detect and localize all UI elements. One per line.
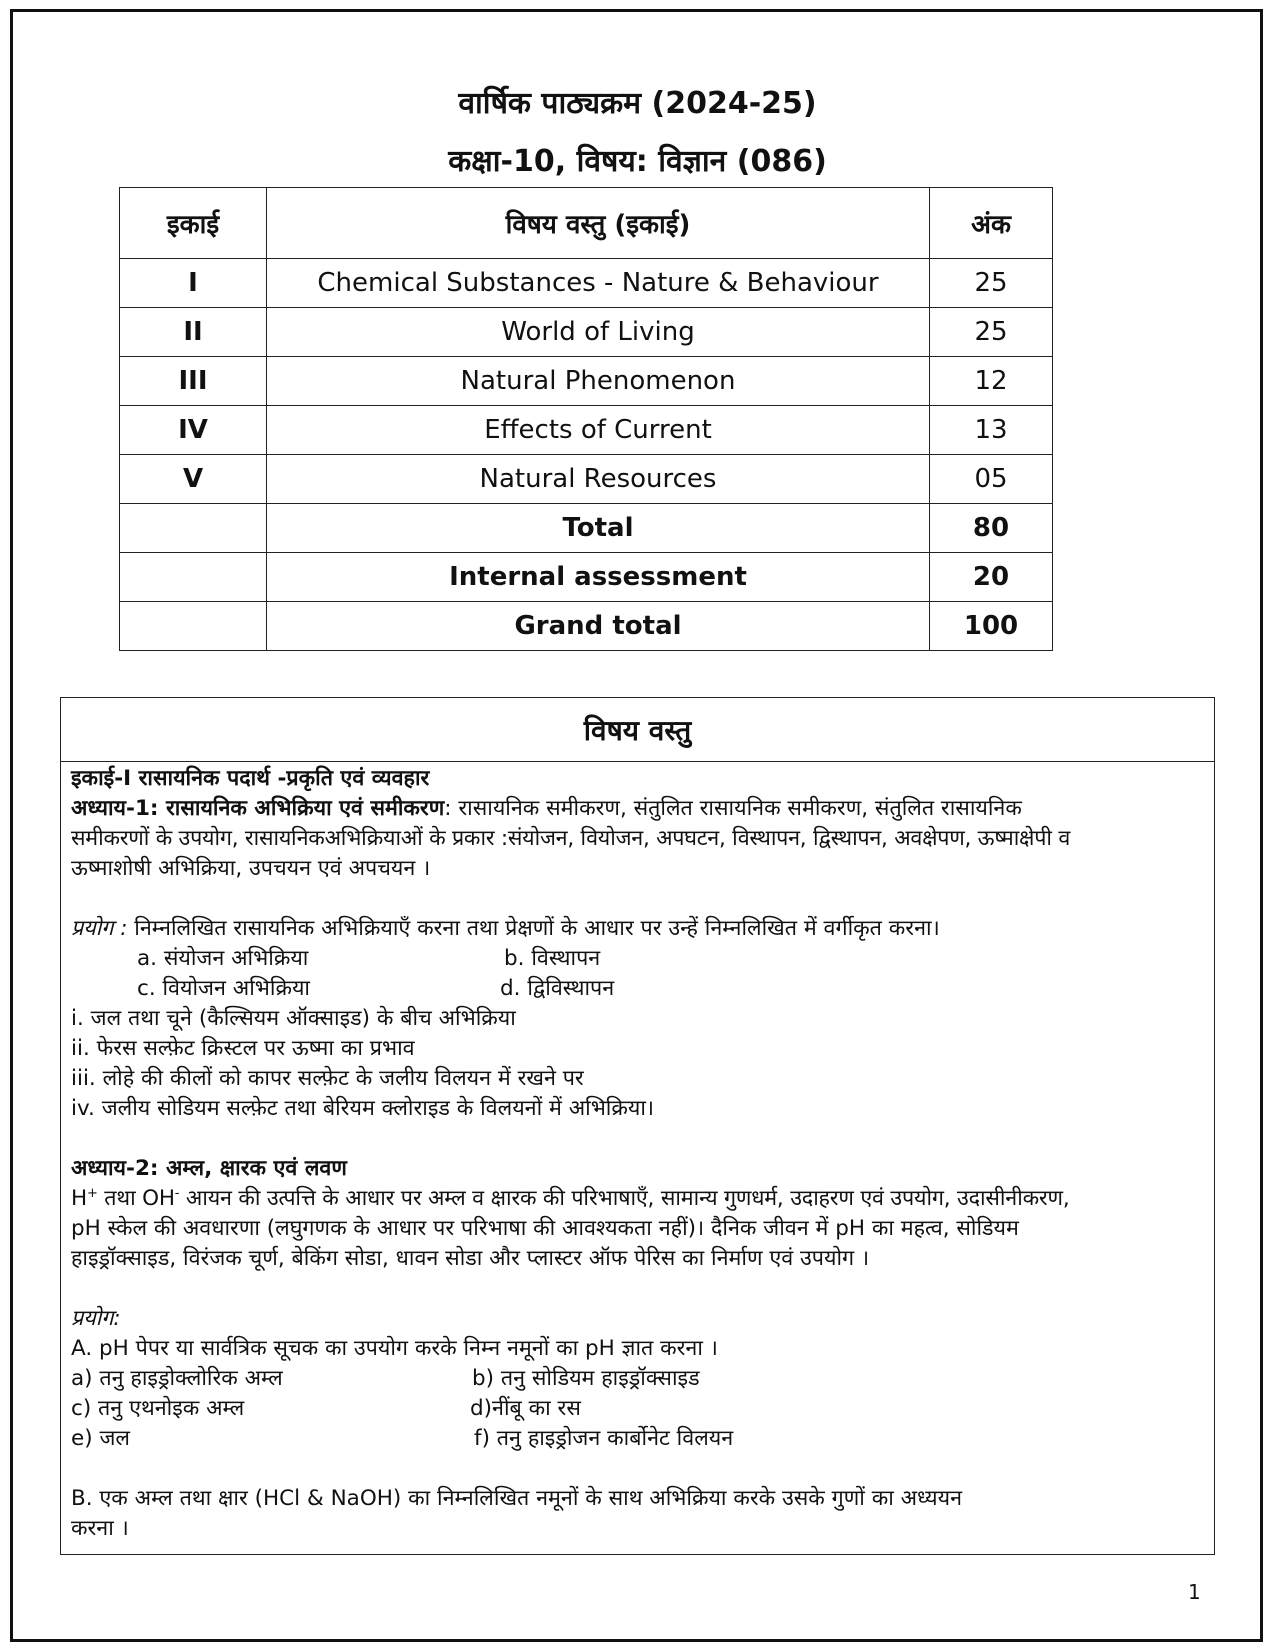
hydrogen-ion: H — [71, 1186, 87, 1211]
chapter-1-line-2: समीकरणों के उपयोग, रासायनिकअभिक्रियाओं के प्रकार :संयोजन, वियोजन, अपघटन, विस्थापन, द्विस्थापन, अवक्षेपण, ऊष्माक्षेपी व — [71, 826, 1071, 851]
minus-sign: - — [174, 1185, 180, 1201]
chapter-1-text: : रासायनिक समीकरण, संतुलित रासायनिक समीकरण, संतुलित रासायनिक — [444, 796, 1022, 821]
column-header-unit: इकाई — [120, 188, 267, 259]
chapter-2-line-1 — [71, 1184, 1204, 1214]
sample-a: a) तनु हाइड्रोक्लोरिक अम्ल — [71, 1366, 283, 1391]
option-c: c. वियोजन अभिक्रिया — [137, 976, 310, 1001]
table-row — [120, 259, 1053, 308]
chapter-1-line-1 — [71, 794, 1204, 824]
empty-cell — [120, 553, 267, 602]
unit-content: Chemical Substances - Nature & Behaviour — [267, 259, 930, 308]
table-row — [120, 406, 1053, 455]
sample-f: f) तनु हाइड्रोजन कार्बोनेट विलयन — [474, 1426, 734, 1451]
option-d: d. द्विविस्थापन — [500, 976, 615, 1001]
grand-total-row — [120, 602, 1053, 651]
internal-assessment-label: Internal assessment — [267, 553, 930, 602]
unit-content: Natural Phenomenon — [267, 357, 930, 406]
grand-total-label: Grand total — [267, 602, 930, 651]
experiment-2-row-ef — [71, 1424, 1204, 1454]
spacer — [71, 1124, 1204, 1154]
column-header-marks: अंक — [930, 188, 1053, 259]
empty-cell — [120, 504, 267, 553]
page-title: वार्षिक पाठ्यक्रम (2024-25) — [458, 86, 817, 121]
table-row — [120, 357, 1053, 406]
experiment-1-item-ii: ii. फेरस सल्फ़ेट क्रिस्टल पर ऊष्मा का प्रभाव — [71, 1036, 415, 1061]
sample-e: e) जल — [71, 1426, 130, 1451]
experiment-1-item-iv: iv. जलीय सोडियम सल्फ़ेट तथा बेरियम क्लोराइड के विलयनों में अभिक्रिया। — [71, 1096, 655, 1121]
page-number: 1 — [1188, 1580, 1201, 1604]
chapter-2-title: अध्याय-2: अम्ल, क्षारक एवं लवण — [71, 1156, 347, 1181]
grand-total-marks: 100 — [930, 602, 1053, 651]
table-row — [120, 455, 1053, 504]
unit-marks: 05 — [930, 455, 1053, 504]
unit-marks: 13 — [930, 406, 1053, 455]
total-row — [120, 504, 1053, 553]
table-row — [120, 308, 1053, 357]
hydroxide-text: तथा OH — [97, 1186, 175, 1211]
chapter-2-text: आयन की उत्पत्ति के आधार पर अम्ल व क्षारक की परिभाषाएँ, सामान्य गुणधर्म, उदाहरण एवं उपयोग, उदासीनीकरण, — [179, 1186, 1070, 1211]
experiment-1-intro — [71, 914, 1204, 944]
spacer — [71, 1454, 1204, 1484]
experiment-2-row-cd — [71, 1394, 1204, 1424]
content-heading: विषय वस्तु — [61, 698, 1214, 762]
sample-c: c) तनु एथनोइक अम्ल — [71, 1396, 245, 1421]
option-a: a. संयोजन अभिक्रिया — [137, 946, 309, 971]
unit-number: III — [120, 357, 267, 406]
chapter-1-line-3: ऊष्माशोषी अभिक्रिया, उपचयन एवं अपचयन । — [71, 856, 431, 881]
content-body — [61, 762, 1214, 1544]
experiment-1-item-iii: iii. लोहे की कीलों को कापर सल्फ़ेट के जलीय विलयन में रखने पर — [71, 1066, 584, 1091]
experiment-label: प्रयोग : — [71, 916, 128, 941]
unit-content: Effects of Current — [267, 406, 930, 455]
experiment-1-text: निम्नलिखित रासायनिक अभिक्रियाएँ करना तथा प्रेक्षणों के आधार पर उन्हें निम्नलिखित में वर्गीकृत करना। — [127, 916, 940, 941]
chapter-2-line-3: हाइड्रॉक्साइड, विरंजक चूर्ण, बेकिंग सोडा, धावन सोडा और प्लास्टर ऑफ पेरिस का निर्माण एवं उपयोग । — [71, 1246, 870, 1271]
unit-content: Natural Resources — [267, 455, 930, 504]
option-b: b. विस्थापन — [504, 946, 601, 971]
sample-d: d)नींबू का रस — [470, 1396, 581, 1421]
syllabus-content-box — [60, 697, 1215, 1555]
column-header-content: विषय वस्तु (इकाई) — [267, 188, 930, 259]
experiment-2-B-line-1: B. एक अम्ल तथा क्षार (HCl & NaOH) का निम्नलिखित नमूनों के साथ अभिक्रिया करके उसके गुणों का अध्ययन — [71, 1486, 962, 1511]
page-subtitle: कक्षा-10, विषय: विज्ञान (086) — [448, 144, 827, 179]
unit-number: I — [120, 259, 267, 308]
chapter-2-line-2: pH स्केल की अवधारणा (लघुगणक के आधार पर परिभाषा की आवश्यकता नहीं)। दैनिक जीवन में pH का महत्व, सोडियम — [71, 1216, 1019, 1241]
experiment-2-B-line-2: करना । — [71, 1516, 129, 1541]
marks-table — [119, 187, 1053, 651]
experiment-2-label: प्रयोग: — [71, 1306, 121, 1331]
plus-sign: + — [86, 1185, 98, 1201]
experiment-2-row-ab — [71, 1364, 1204, 1394]
experiment-1-options-ab — [71, 944, 1204, 974]
unit-marks: 12 — [930, 357, 1053, 406]
empty-cell — [120, 602, 267, 651]
sample-b: b) तनु सोडियम हाइड्रॉक्साइड — [472, 1366, 700, 1391]
experiment-1-item-i: i. जल तथा चूने (कैल्सियम ऑक्साइड) के बीच अभिक्रिया — [71, 1006, 516, 1031]
internal-assessment-marks: 20 — [930, 553, 1053, 602]
unit-1-title: इकाई-I रासायनिक पदार्थ -प्रकृति एवं व्यवहार — [71, 766, 430, 791]
unit-marks: 25 — [930, 259, 1053, 308]
unit-content: World of Living — [267, 308, 930, 357]
unit-marks: 25 — [930, 308, 1053, 357]
unit-number: IV — [120, 406, 267, 455]
chapter-1-title: अध्याय-1: रासायनिक अभिक्रिया एवं समीकरण — [71, 796, 445, 821]
table-header-row — [120, 188, 1053, 259]
total-label: Total — [267, 504, 930, 553]
unit-number: II — [120, 308, 267, 357]
experiment-1-options-cd — [71, 974, 1204, 1004]
unit-number: V — [120, 455, 267, 504]
internal-assessment-row — [120, 553, 1053, 602]
experiment-2-A: A. pH पेपर या सार्वत्रिक सूचक का उपयोग करके निम्न नमूनों का pH ज्ञात करना । — [71, 1336, 718, 1361]
spacer — [71, 884, 1204, 914]
total-marks: 80 — [930, 504, 1053, 553]
spacer — [71, 1274, 1204, 1304]
